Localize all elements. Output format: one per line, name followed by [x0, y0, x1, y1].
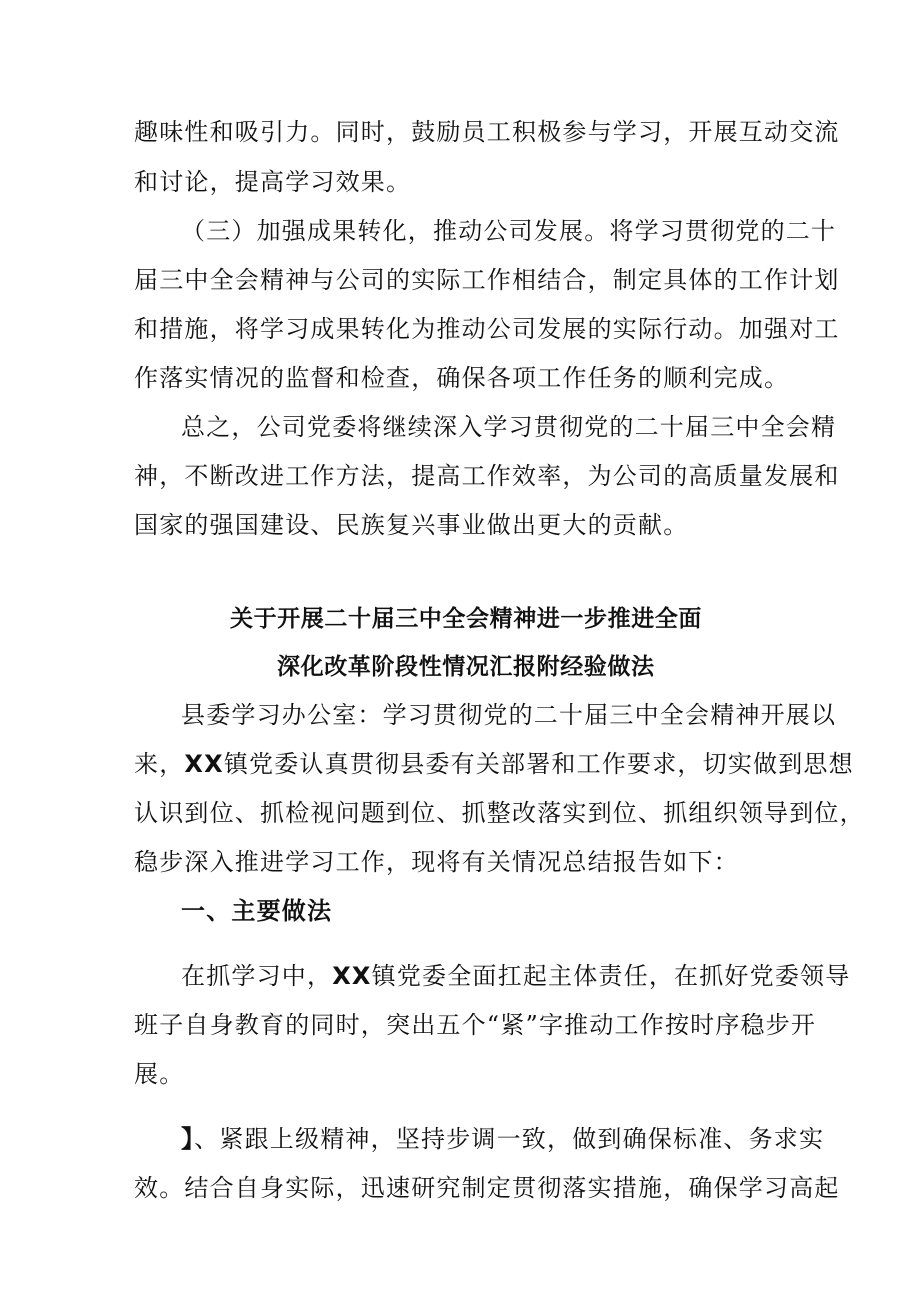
paragraph-line: 趣味性和吸引力。同时，鼓励员工积极参与学习，开展互动交流	[134, 118, 840, 146]
report-line	[134, 748, 854, 780]
report-line: 县委学习办公室：学习贯彻党的二十届三中全会精神开展以	[181, 701, 837, 729]
paragraph-line: 神，不断改进工作方法，提高工作效率，为公司的高质量发展和	[134, 462, 840, 490]
report-line-text: 镇党委认真贯彻县委有关部署和工作要求，切实做到思想	[223, 750, 854, 778]
paragraph-line: 届三中全会精神与公司的实际工作相结合，制定具体的工作计划	[134, 266, 840, 294]
report-line-text: 来，	[134, 750, 185, 778]
report-title-line1: 关于开展二十届三中全会精神进一步推进全面	[230, 606, 702, 632]
town-name-placeholder: XX	[184, 750, 224, 778]
paragraph-line: 和措施，将学习成果转化为推动公司发展的实际行动。加强对工	[134, 315, 840, 343]
item-line	[181, 1123, 824, 1155]
item-line: 效。结合自身实际，迅速研究制定贯彻落实措施，确保学习高起	[134, 1174, 840, 1202]
item-marker: 】	[181, 1125, 195, 1153]
method-line-text: 在抓学习中，	[181, 962, 333, 990]
method-line-text: 镇党委全面扛起主体责任，在抓好党委领导	[371, 962, 851, 990]
town-name-placeholder: XX	[332, 962, 372, 990]
method-line: 班子自身教育的同时，突出五个“紧”字推动工作按时序稳步开	[134, 1011, 817, 1039]
section-heading: 一、主要做法	[181, 897, 333, 925]
report-line: 认识到位、抓检视问题到位、抓整改落实到位、抓组织领导到位，	[134, 799, 865, 827]
paragraph-line: 国家的强国建设、民族复兴事业做出更大的贡献。	[134, 511, 689, 539]
method-line: 展。	[134, 1060, 185, 1088]
paragraph-line: 和讨论，提高学习效果。	[134, 168, 412, 196]
report-title-line2: 深化改革阶段性情况汇报附经验做法	[277, 654, 655, 680]
paragraph-line: 总之，公司党委将继续深入学习贯彻党的二十届三中全会精	[181, 413, 837, 441]
paragraph-line: （三）加强成果转化，推动公司发展。将学习贯彻党的二十	[181, 217, 837, 245]
paragraph-line: 作落实情况的监督和检查，确保各项工作任务的顺利完成。	[134, 364, 790, 392]
report-line: 稳步深入推进学习工作，现将有关情况总结报告如下：	[134, 848, 739, 876]
method-line	[181, 960, 850, 992]
item-line-text: 、紧跟上级精神，坚持步调一致，做到确保标准、务求实	[194, 1125, 825, 1153]
